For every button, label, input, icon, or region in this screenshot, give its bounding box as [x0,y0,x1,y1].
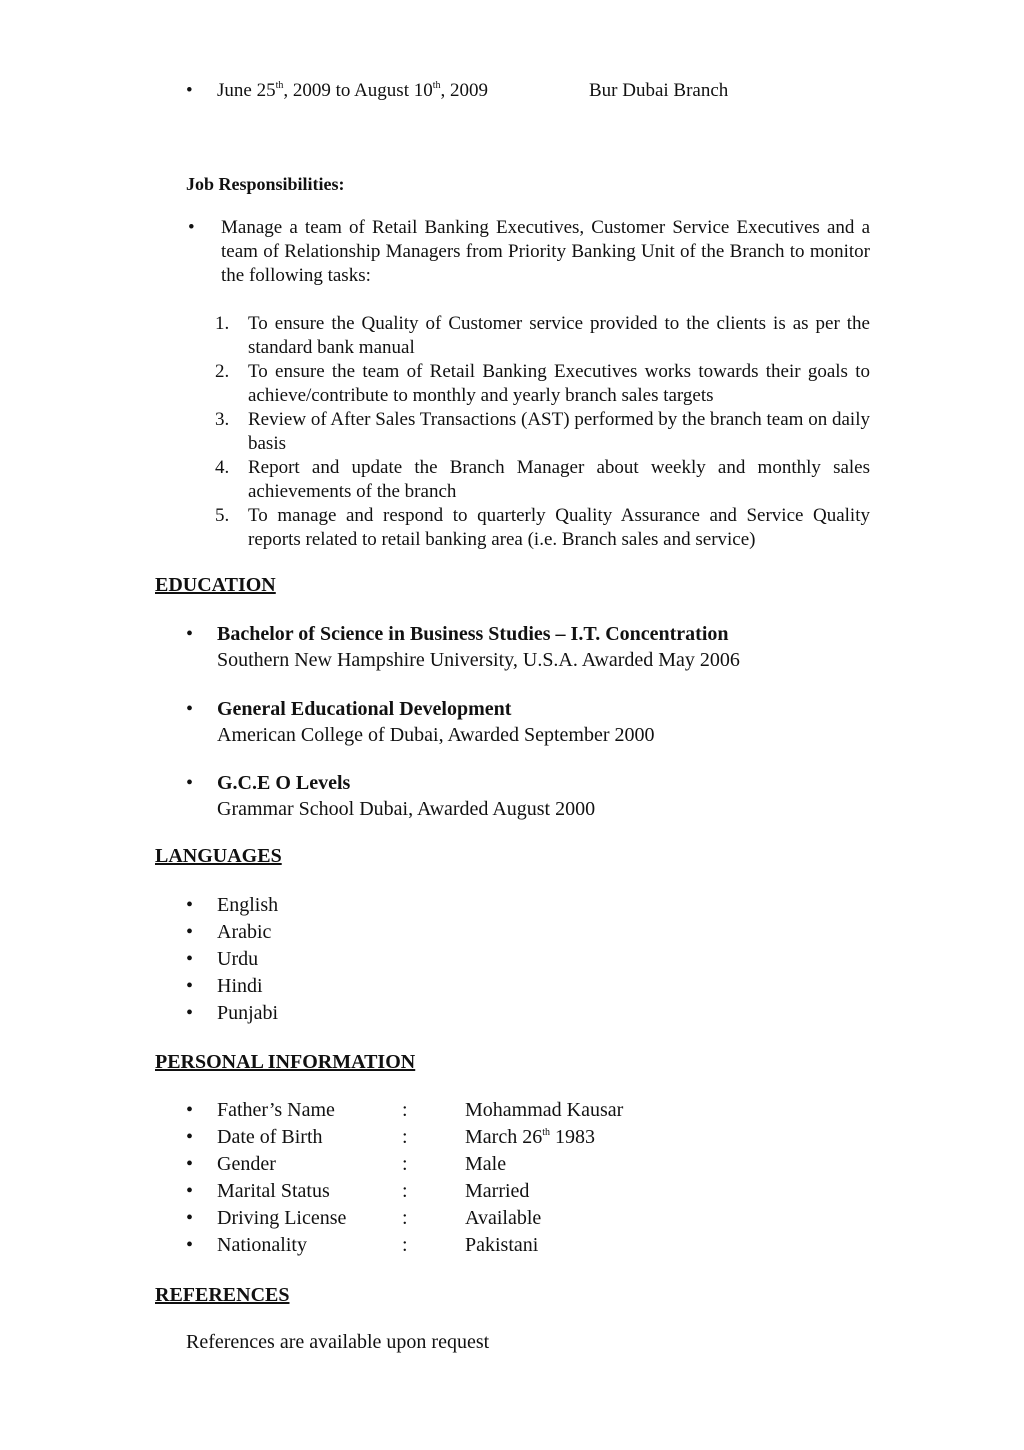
info-value: Pakistani [465,1234,539,1256]
info-colon: : [402,1099,408,1121]
employment-date-range: June 25th, 2009 to August 10th, 2009 [217,80,489,101]
branch-name: Bur Dubai Branch [589,80,729,101]
language-item: • Urdu [186,946,278,973]
info-value: Mohammad Kausar [465,1099,624,1121]
institution-line: American College of Dubai, Awarded September 2000 [217,724,655,746]
bullet-icon: • [186,1099,194,1121]
info-colon: : [402,1180,408,1202]
bullet-icon: • [186,623,194,645]
institution-line: Grammar School Dubai, Awarded August 2000 [217,798,596,820]
bullet-icon: • [186,1180,194,1202]
personal-info-row [186,1097,786,1124]
bullet-icon: • [186,1234,194,1256]
bullet-icon: • [186,772,194,794]
personal-information-heading: PERSONAL INFORMATION [155,1051,416,1073]
task-item [215,408,870,456]
info-label: Driving License [217,1207,347,1229]
languages-list [186,892,278,1027]
bullet-icon: • [186,698,194,720]
bullet-icon: • [186,921,194,943]
task-text: Review of After Sales Transactions (AST) performed by the branch team on daily basis [248,409,870,454]
language-item: • English [186,892,278,919]
info-colon: : [402,1207,408,1229]
info-value: Married [465,1180,530,1202]
task-number: 5. [215,505,230,526]
language-item: • Hindi [186,973,278,1000]
bullet-icon: • [186,1002,194,1024]
bullet-icon: • [186,894,194,916]
task-number: 1. [215,313,230,334]
bullet-icon: • [186,1126,194,1148]
language-item: • Punjabi [186,1000,278,1027]
task-item [215,360,870,408]
references-heading: REFERENCES [155,1284,290,1306]
degree-title: G.C.E O Levels [217,772,351,794]
info-colon: : [402,1234,408,1256]
education-heading: EDUCATION [155,574,276,596]
personal-info-list [186,1097,786,1259]
info-value: Available [465,1207,542,1229]
task-number: 4. [215,457,230,478]
info-label: Date of Birth [217,1126,323,1148]
bullet-icon: • [186,975,194,997]
task-text: To manage and respond to quarterly Quality Assurance and Service Quality reports related to retail banking area (i.e. Branch sales and service) [248,505,870,550]
info-value: March 26th 1983 [465,1126,595,1148]
info-label: Nationality [217,1234,307,1256]
job-responsibilities-heading: Job Responsibilities: [186,174,345,194]
task-number: 3. [215,409,230,430]
task-item [215,456,870,504]
languages-heading: LANGUAGES [155,845,282,867]
language-item: • Arabic [186,919,278,946]
task-text: To ensure the team of Retail Banking Executives works towards their goals to achieve/contribute to monthly and yearly branch sales targets [248,361,870,406]
bullet-icon: • [186,948,194,970]
personal-info-row [186,1151,786,1178]
bullet-icon: • [188,217,195,238]
task-list [215,312,870,552]
bullet-icon: • [186,80,193,101]
degree-title: Bachelor of Science in Business Studies – I.T. Concentration [217,623,729,645]
personal-info-row [186,1124,786,1151]
personal-info-row [186,1178,786,1205]
info-label: Gender [217,1153,276,1175]
info-colon: : [402,1153,408,1175]
task-number: 2. [215,361,230,382]
references-text: References are available upon request [186,1331,490,1353]
bullet-icon: • [186,1153,194,1175]
personal-info-row [186,1205,786,1232]
bullet-icon: • [186,1207,194,1229]
info-colon: : [402,1126,408,1148]
degree-title: General Educational Development [217,698,512,720]
task-item [215,504,870,552]
task-text: Report and update the Branch Manager about weekly and monthly sales achievements of the branch [248,457,870,502]
personal-info-row [186,1232,786,1259]
task-text: To ensure the Quality of Customer service provided to the clients is as per the standard bank manual [248,313,870,358]
info-label: Father’s Name [217,1099,335,1121]
responsibility-summary: Manage a team of Retail Banking Executives, Customer Service Executives and a team of Relationship Managers from Priority Banking Unit of the Branch to monitor the following tasks: [221,217,870,286]
info-label: Marital Status [217,1180,330,1202]
task-item [215,312,870,360]
info-value: Male [465,1153,507,1175]
institution-line: Southern New Hampshire University, U.S.A. Awarded May 2006 [217,649,740,671]
